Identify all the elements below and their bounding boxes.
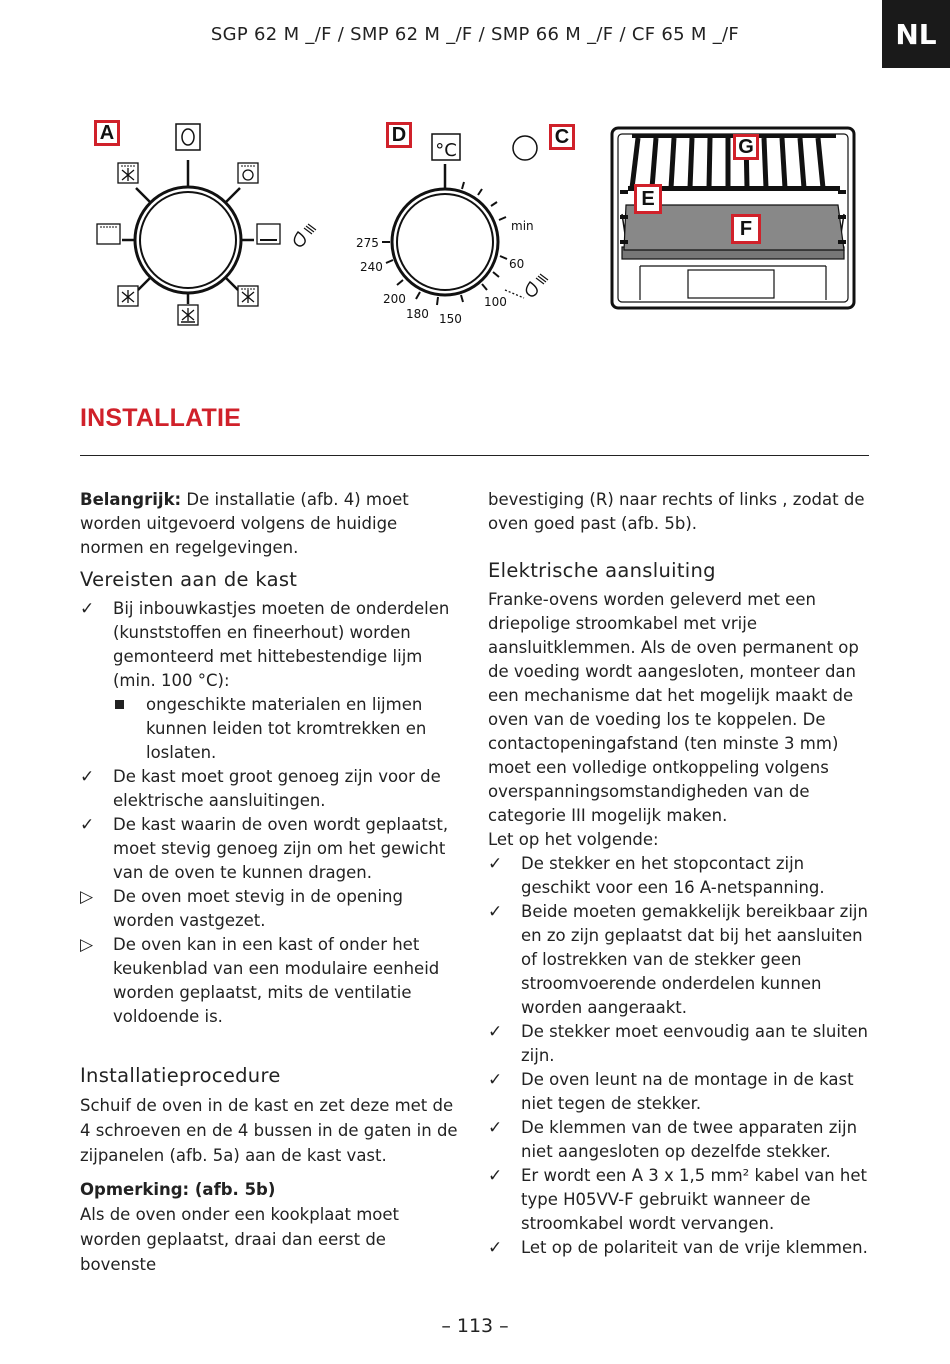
thermostat-knob-figure bbox=[350, 118, 600, 333]
light-icon bbox=[238, 163, 258, 183]
continuation-text: bevestiging (R) naar rechts of links , zodat de oven goed past (afb. 5b). bbox=[488, 490, 865, 533]
triangle-icon: ▷ bbox=[80, 887, 94, 907]
requirements-sublist bbox=[113, 693, 465, 765]
list-item: ✓ Beide moeten gemakkelijk bereikbaar zijn en zo zijn geplaatst dat bij het aansluiten of lostrekken van de stekker geen stroomvoerende onderdelen kunnen worden aangeraakt. bbox=[488, 902, 868, 1017]
temp-275: 275 bbox=[356, 236, 379, 250]
label-d: D bbox=[386, 122, 412, 148]
header-models: SGP 62 M _/F / SMP 62 M _/F / SMP 66 M _/F / CF 65 M _/F bbox=[210, 24, 740, 45]
function-knob-figure bbox=[88, 112, 328, 337]
check-icon: ✓ bbox=[488, 902, 503, 922]
page-number: – 113 – bbox=[441, 1315, 509, 1337]
celsius-icon-glyph: °C bbox=[435, 140, 457, 161]
temp-240: 240 bbox=[360, 260, 383, 274]
list-item: ✓ De stekker moet eenvoudig aan te sluiten zijn. bbox=[488, 1022, 868, 1065]
triangle-icon: ▷ bbox=[80, 935, 94, 955]
label-g: G bbox=[733, 134, 759, 160]
defrost-icon-2 bbox=[526, 274, 548, 296]
label-c: C bbox=[549, 124, 575, 150]
check-icon: ✓ bbox=[488, 1070, 503, 1090]
attention-text: Let op het volgende: bbox=[488, 830, 659, 849]
title-divider bbox=[80, 455, 869, 456]
list-item: ✓ De klemmen van de twee apparaten zijn niet aangesloten op dezelfde stekker. bbox=[488, 1118, 858, 1161]
thermostat-knob-inner bbox=[397, 194, 493, 290]
list-item: ✓ De kast waarin de oven wordt geplaatst, moet stevig genoeg zijn om het gewicht van de oven te kunnen dragen. bbox=[80, 815, 449, 882]
check-icon: ✓ bbox=[488, 1118, 503, 1138]
label-f: F bbox=[731, 214, 761, 244]
grill-icon bbox=[97, 224, 120, 244]
check-icon: ✓ bbox=[80, 599, 95, 619]
timer-min: min bbox=[511, 219, 534, 233]
requirements-list bbox=[80, 597, 465, 1029]
note-text: Als de oven onder een kookplaat moet worden geplaatst, draai dan eerst de bovenste bbox=[80, 1205, 400, 1274]
list-item: ✓ De oven leunt na de montage in de kast niet tegen de stekker. bbox=[488, 1070, 854, 1113]
thermostat-ticks bbox=[382, 182, 507, 305]
left-column bbox=[80, 488, 465, 1277]
fan-icon bbox=[118, 163, 138, 183]
electrical-text: Franke-ovens worden geleverd met een driepolige stroomkabel met vrije aansluitklemmen. Als de oven permanent op de voeding wordt aangesloten, monteer dan een mechanisme dat het mogelijk maakt de oven van de voeding los te koppelen. De contactopeningafstand (ten minste 3 mm) moet een volledige ontkoppeling volgens overspanningsomstandigheden van de categorie III mogelijk maken. bbox=[488, 590, 859, 825]
temp-180: 180 bbox=[406, 307, 429, 321]
list-item: ✓ De stekker en het stopcontact zijn geschikt voor een 16 A-netspanning. bbox=[488, 854, 825, 897]
note-heading: Opmerking: (afb. 5b) bbox=[80, 1180, 276, 1199]
function-knob-inner bbox=[140, 192, 236, 288]
label-a: A bbox=[94, 120, 120, 146]
defrost-icon bbox=[294, 224, 316, 246]
list-item: ongeschikte materialen en lijmen kunnen leiden tot kromtrekken en loslaten. bbox=[113, 693, 465, 765]
thermostat-knob-outer bbox=[392, 189, 498, 295]
list-item: ✓ De kast moet groot genoeg zijn voor de elektrische aansluitingen. bbox=[80, 767, 441, 810]
list-item: ✓ Let op de polariteit van de vrije klemmen. bbox=[488, 1238, 868, 1258]
language-badge: NL bbox=[882, 0, 950, 68]
label-e: E bbox=[634, 184, 662, 214]
list-item: ✓ Er wordt een A 3 x 1,5 mm² kabel van het type H05VV-F gebruikt wanneer de stroomkabel wordt vervangen. bbox=[488, 1166, 867, 1233]
bottom-heat-icon bbox=[257, 224, 280, 244]
function-knob-outer bbox=[135, 187, 241, 293]
check-icon: ✓ bbox=[488, 1238, 503, 1258]
lamp-icon bbox=[513, 136, 537, 160]
square-bullet-icon bbox=[115, 700, 124, 709]
check-icon: ✓ bbox=[488, 854, 503, 874]
important-paragraph bbox=[80, 488, 465, 560]
temp-150: 150 bbox=[439, 312, 462, 326]
off-icon-box bbox=[176, 124, 200, 150]
procedure-heading: Installatieprocedure bbox=[80, 1064, 281, 1087]
list-item: ▷ De oven kan in een kast of onder het keukenblad van een modulaire eenheid worden geplaatst, mits de ventilatie voldoende is. bbox=[80, 935, 440, 1026]
temp-200: 200 bbox=[383, 292, 406, 306]
temp-100: 100 bbox=[484, 295, 507, 309]
electrical-list bbox=[488, 852, 873, 1260]
right-column bbox=[488, 488, 873, 1260]
check-icon: ✓ bbox=[488, 1166, 503, 1186]
fan-grill-icon bbox=[118, 286, 138, 306]
important-label: Belangrijk: bbox=[80, 490, 182, 509]
fan-top-icon bbox=[238, 286, 258, 306]
check-icon: ✓ bbox=[488, 1022, 503, 1042]
check-icon: ✓ bbox=[80, 815, 95, 835]
procedure-text: Schuif de oven in de kast en zet deze met de 4 schroeven en de 4 bussen in de gaten in de zijpanelen (afb. 5a) aan de kast vast. bbox=[80, 1096, 458, 1165]
fan-bottom-icon bbox=[178, 305, 198, 325]
check-icon: ✓ bbox=[80, 767, 95, 787]
list-item: ✓ Bij inbouwkastjes moeten de onderdelen (kunststoffen en fineerhout) worden gemonteerd met hittebestendige lijm (min. 100 °C): ongeschikte materialen en lijmen kunnen leiden tot kromtrekken en loslaten. bbox=[80, 597, 465, 765]
function-knob-ticks bbox=[122, 160, 254, 304]
section-title: INSTALLATIE bbox=[80, 404, 241, 432]
electrical-heading: Elektrische aansluiting bbox=[488, 559, 716, 582]
requirements-heading: Vereisten aan de kast bbox=[80, 568, 298, 591]
list-item: ▷ De oven moet stevig in de opening worden vastgezet. bbox=[80, 887, 403, 930]
important-text: De installatie (afb. 4) moet worden uitgevoerd volgens de huidige normen en regelgevingen. bbox=[80, 490, 409, 557]
timer-60: 60 bbox=[509, 257, 525, 271]
